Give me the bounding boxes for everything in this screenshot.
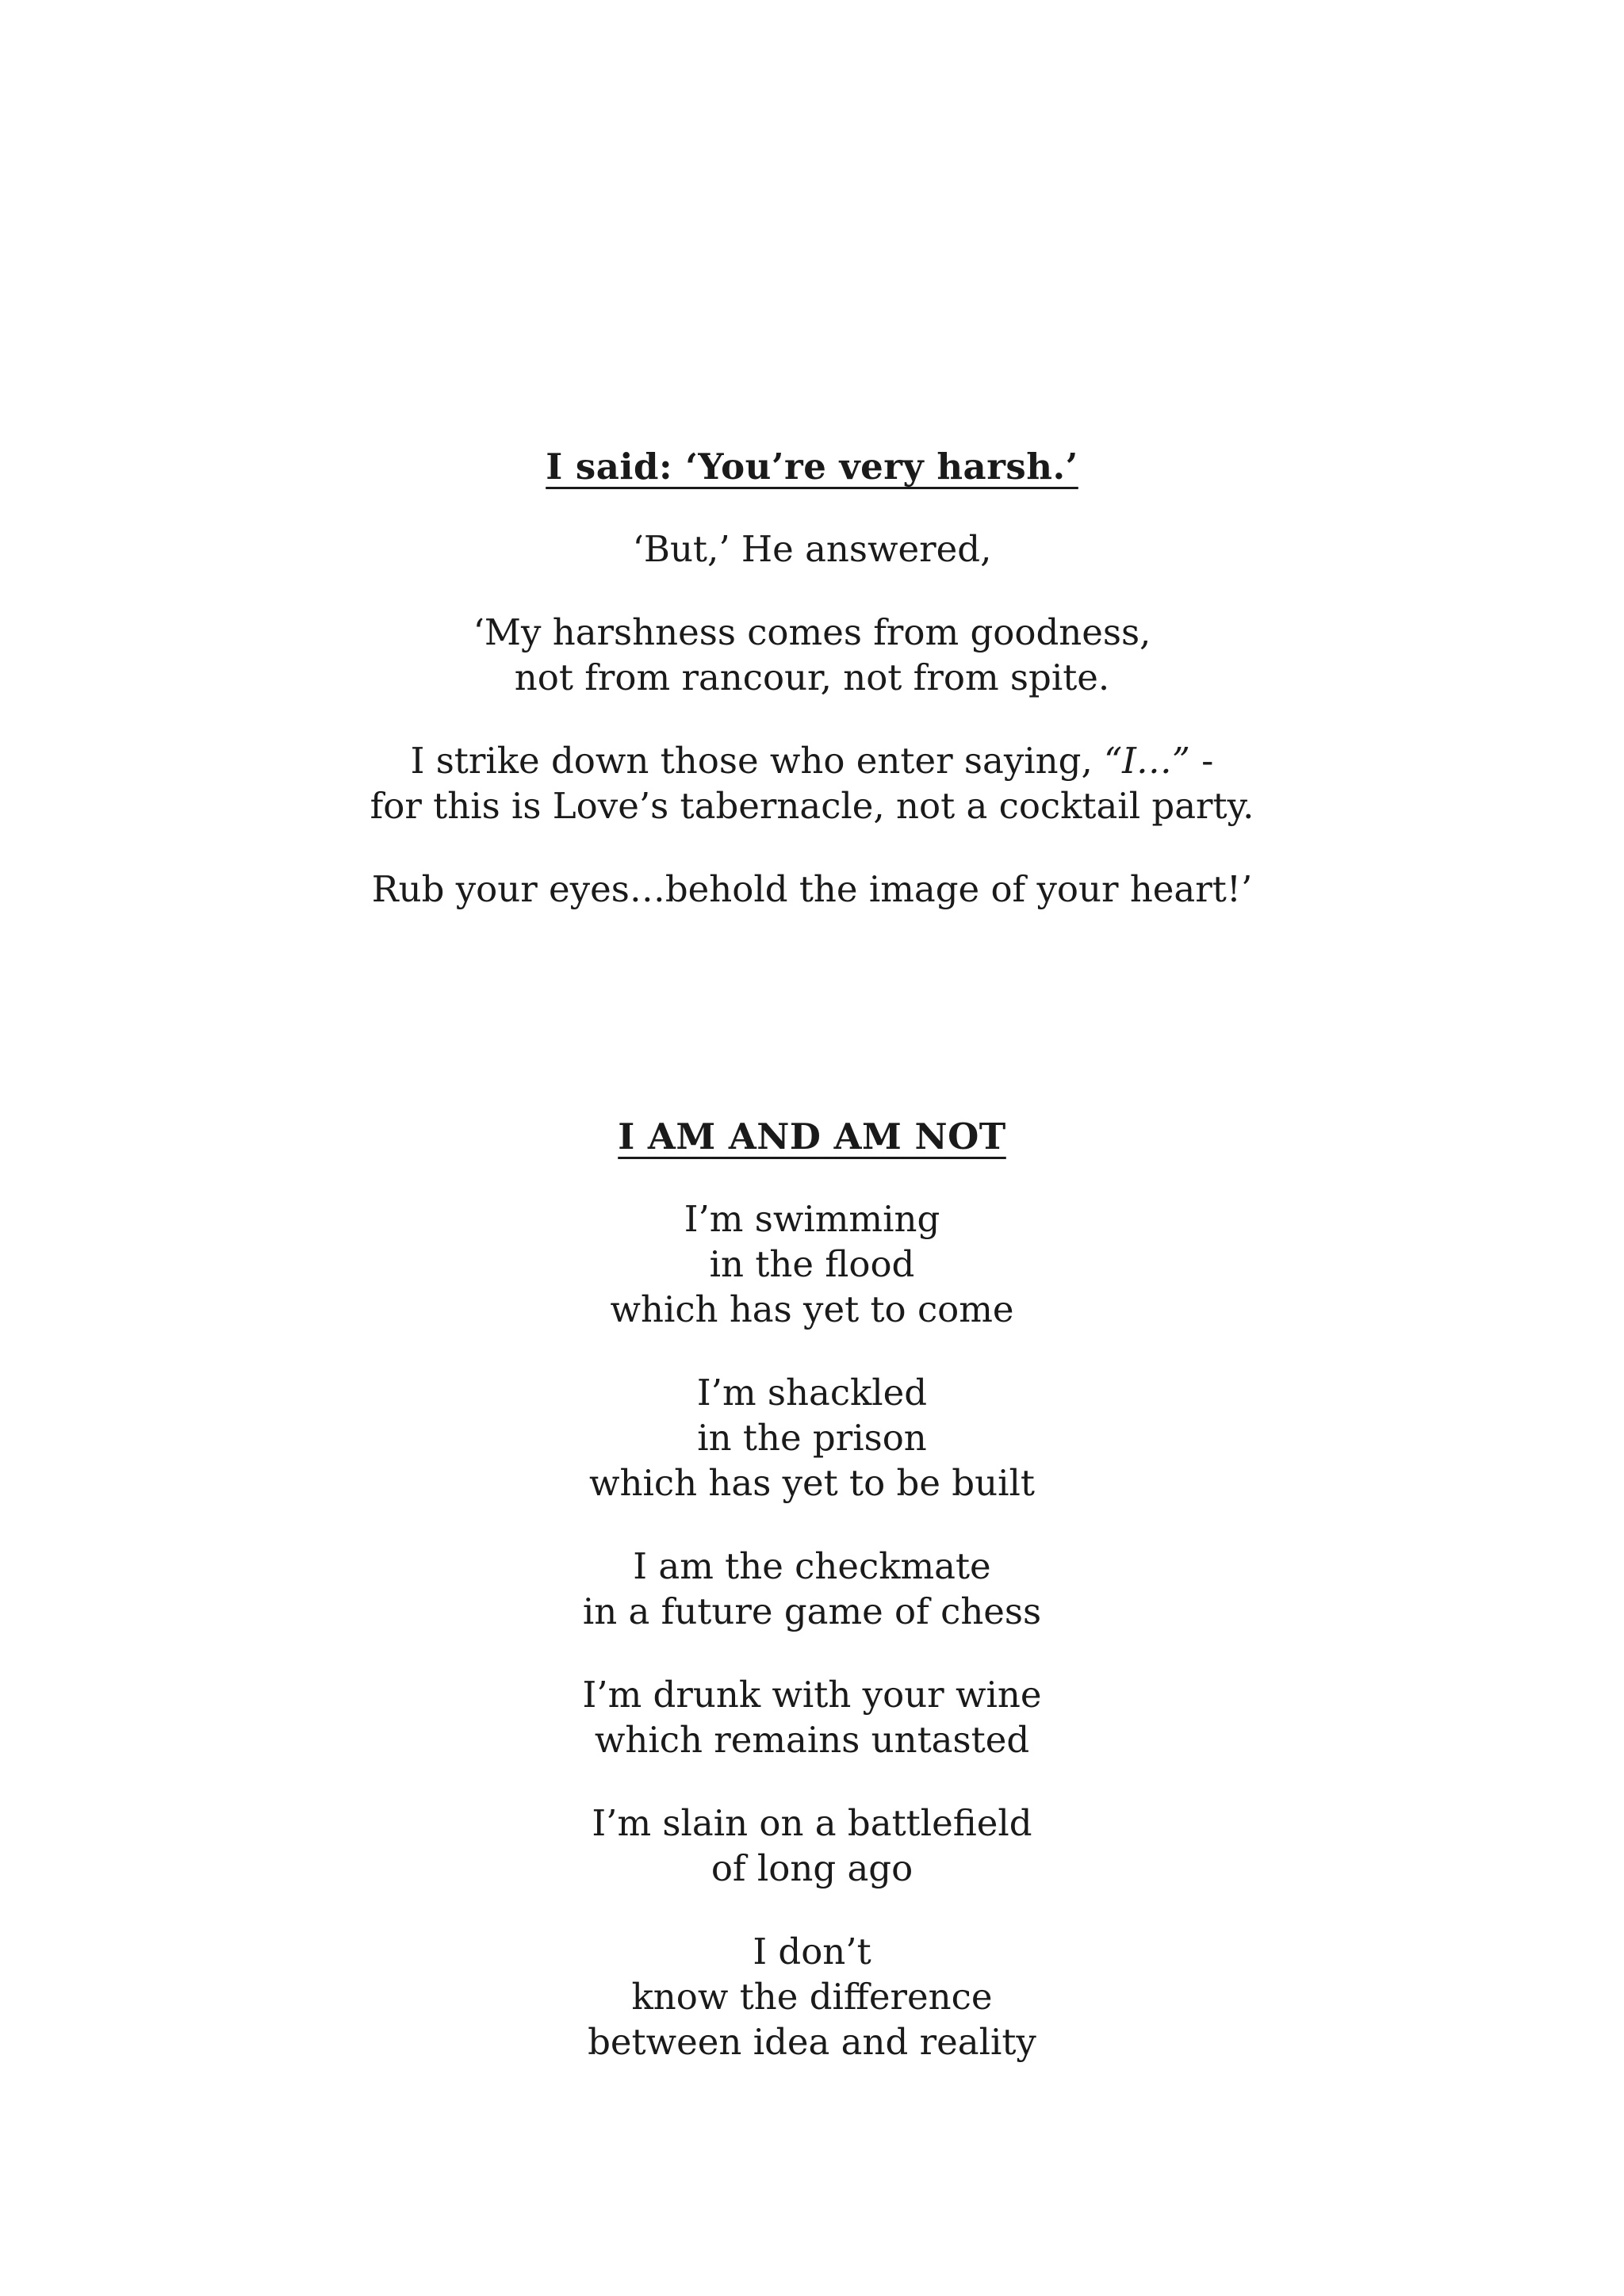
poem-title: I said: ‘You’re very harsh.’ <box>546 446 1078 488</box>
poem-line: I’m shackled <box>696 1372 928 1414</box>
italic-quote: “I…” <box>1104 740 1190 782</box>
poem-line: I’m drunk with your wine <box>582 1674 1042 1716</box>
line-text: I strike down those who enter saying, <box>410 740 1105 782</box>
poem-i-am-and-am-not <box>0 1114 1624 2103</box>
poem-line: ‘My harshness comes from goodness, <box>473 611 1151 653</box>
poem-line: for this is Love’s tabernacle, not a cocktail party. <box>370 785 1254 827</box>
stanza <box>0 610 1624 700</box>
poem-line: which remains untasted <box>594 1719 1030 1761</box>
poem-line: I am the checkmate <box>633 1545 991 1587</box>
poem-line: in a future game of chess <box>582 1590 1042 1632</box>
stanza <box>0 1672 1624 1762</box>
poem-line: in the prison <box>697 1417 927 1459</box>
poem-line: not from rancour, not from spite. <box>514 656 1110 698</box>
stanza <box>0 1196 1624 1332</box>
poem-line <box>0 738 1624 783</box>
poem-title: I AM AND AM NOT <box>618 1115 1006 1158</box>
poem-line: Rub your eyes…behold the image of your heart!’ <box>371 868 1253 910</box>
poem-line: of long ago <box>710 1847 914 1889</box>
stanza <box>0 1929 1624 2064</box>
stanza <box>0 867 1624 912</box>
stanza <box>0 738 1624 828</box>
poem-line: in the flood <box>709 1243 915 1285</box>
stanza <box>0 526 1624 572</box>
line-text: - <box>1189 740 1214 782</box>
poem-line: which has yet to be built <box>589 1462 1035 1504</box>
poem-line: I’m slain on a battlefield <box>592 1802 1032 1844</box>
stanza <box>0 1370 1624 1506</box>
poem-harsh <box>0 444 1624 950</box>
poem-line: I’m swimming <box>684 1198 940 1240</box>
poem-line: know the difference <box>631 1976 993 2018</box>
poem-line: I don’t <box>753 1931 871 1973</box>
poem-line: ‘But,’ He answered, <box>632 528 992 570</box>
poem-line: which has yet to come <box>610 1288 1014 1330</box>
poem-line: between idea and reality <box>588 2021 1036 2063</box>
stanza <box>0 1544 1624 1634</box>
stanza <box>0 1800 1624 1891</box>
